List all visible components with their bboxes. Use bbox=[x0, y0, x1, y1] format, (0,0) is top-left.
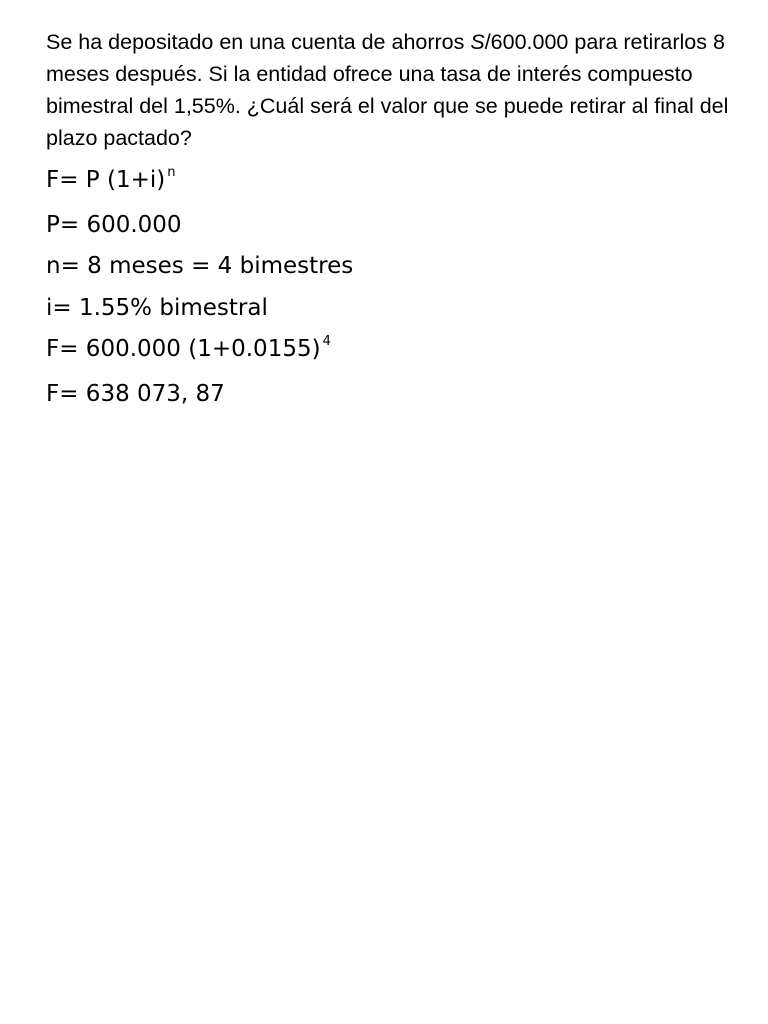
formula-line bbox=[46, 205, 736, 247]
formula-line bbox=[46, 329, 736, 374]
problem-statement bbox=[46, 26, 736, 154]
formula-line bbox=[46, 246, 736, 288]
problem-text-end: /600.000 para retirarlos 8 meses después. Si la entidad ofrece una tasa de interés compuesto bimestral del 1,55%. ¿Cuál será el valor que se puede retirar al final del plazo pactado? bbox=[46, 30, 729, 150]
problem-text-start: Se ha depositado en una cuenta de ahorros bbox=[46, 30, 471, 54]
formula-text: n= 8 meses = 4 bimestres bbox=[46, 253, 354, 280]
currency-symbol: S bbox=[470, 30, 485, 54]
formula-line bbox=[46, 374, 736, 416]
document-body bbox=[46, 26, 736, 416]
formula-text: F= 600.000 (1+0.0155) bbox=[46, 336, 321, 363]
solution-steps bbox=[46, 160, 736, 416]
formula-exponent: n bbox=[167, 165, 176, 180]
formula-line bbox=[46, 160, 736, 205]
formula-line bbox=[46, 288, 736, 330]
formula-exponent: 4 bbox=[322, 334, 331, 350]
formula-text: F= 638 073, 87 bbox=[46, 380, 225, 407]
formula-text: i= 1.55% bimestral bbox=[46, 294, 268, 321]
formula-text: F= P (1+i) bbox=[46, 167, 166, 193]
formula-text: P= 600.000 bbox=[46, 211, 182, 238]
